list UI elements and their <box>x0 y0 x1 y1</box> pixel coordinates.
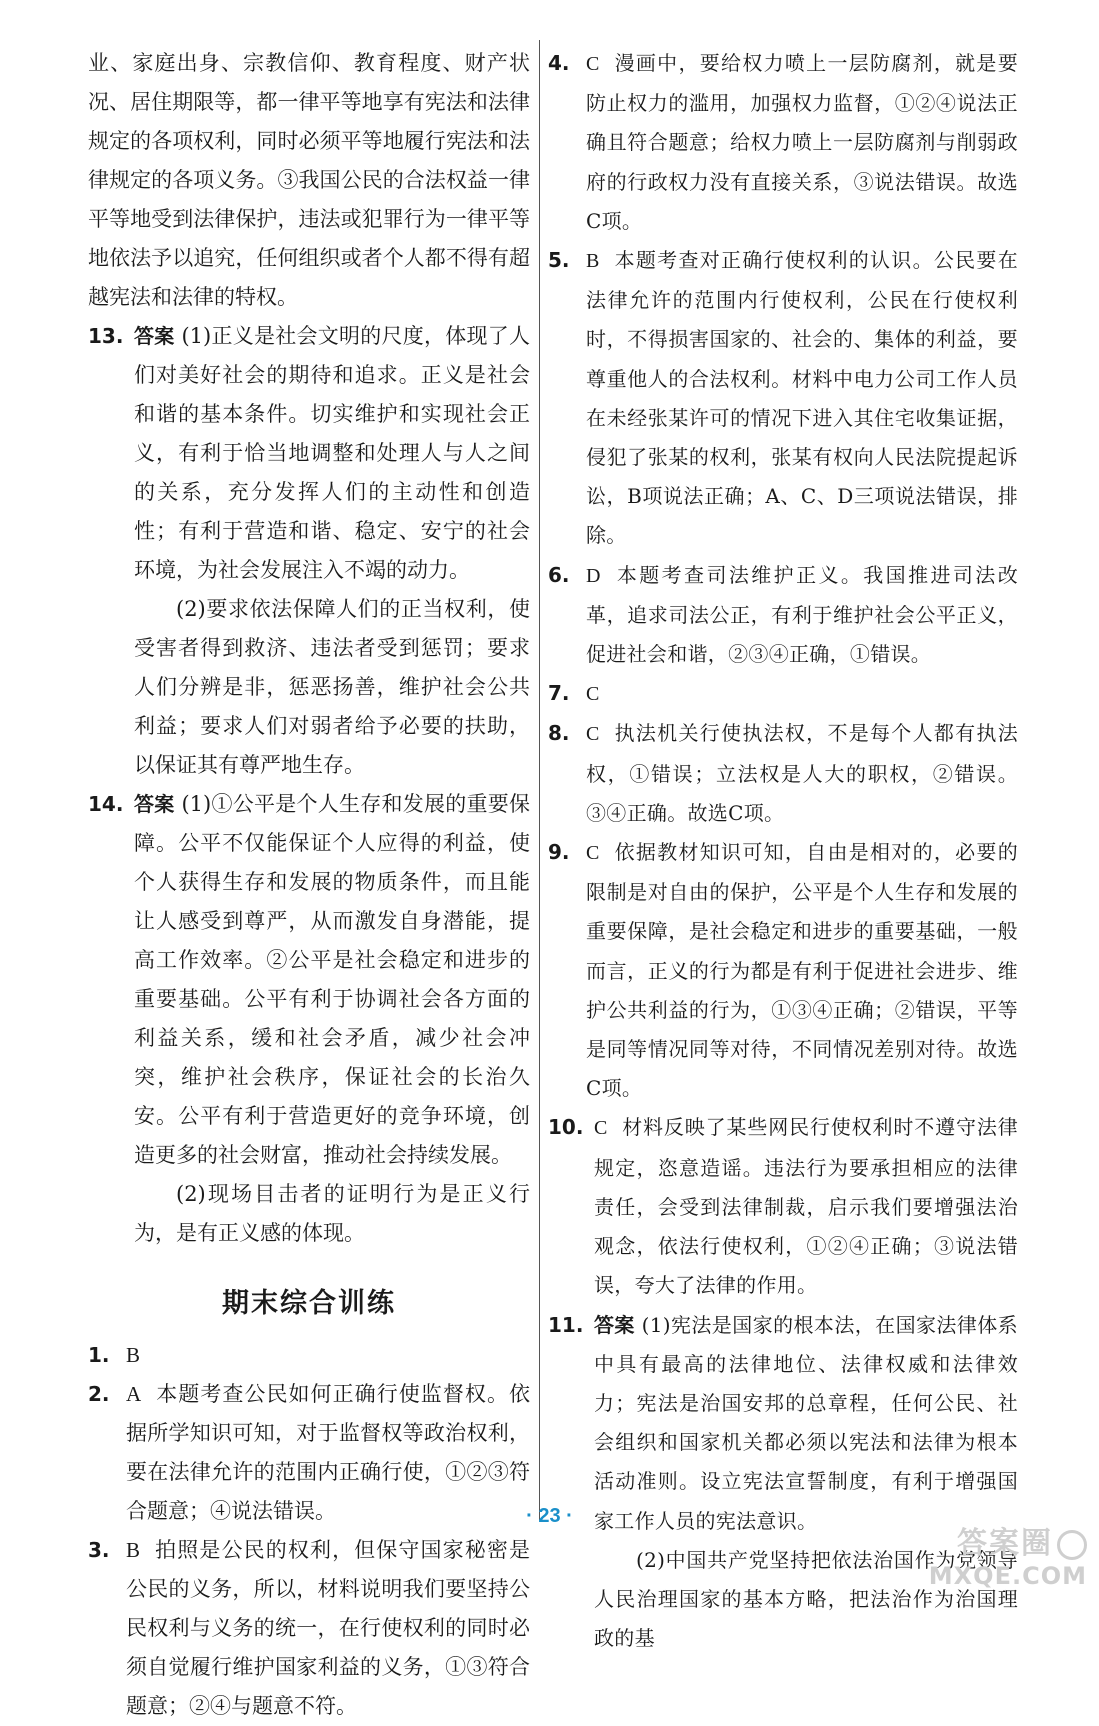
question-8 <box>548 714 1018 833</box>
explanation: 本题考查公民如何正确行使监督权。依据所学知识可知，对于监督权等政治权利，要在法律允许的范围内正确行使，①②③符合题意；④说法错误。 <box>126 1382 530 1523</box>
answer-letter: B <box>586 250 600 273</box>
answer-part-2: (2)现场目击者的证明行为是正义行为，是有正义感的体现。 <box>134 1182 530 1245</box>
question-7 <box>548 674 1018 714</box>
section-title: 期末综合训练 <box>222 1288 396 1319</box>
answer-part-2: (2)中国共产党坚持把依法治国作为党领导人民治理国家的基本方略，把法治作为治国理政的基 <box>594 1547 1018 1651</box>
question-number: 1. <box>88 1343 110 1367</box>
watermark-circle-icon <box>1057 1530 1087 1560</box>
question-number: 7. <box>548 681 570 706</box>
explanation: 本题考查司法维护正义。我国推进司法改革，追求司法公正，有利于维护社会公平正义，促进社会和谐，②③④正确，①错误。 <box>586 562 1018 667</box>
question-number: 9. <box>548 840 570 865</box>
answer-letter: C <box>594 1117 608 1140</box>
answer-letter: C <box>586 683 600 706</box>
question-number: 14. <box>88 792 124 816</box>
question-number: 5. <box>548 248 570 273</box>
watermark-text: 答案圈 <box>957 1526 1053 1561</box>
explanation: 拍照是公民的权利，但保守国家秘密是公民的义务，所以，材料说明我们要坚持公民权利与义务的统一，在行使权利的同时必须自觉履行维护国家利益的义务，①③符合题意；②④与题意不符。 <box>126 1538 530 1718</box>
question-3 <box>88 1531 530 1726</box>
answer-letter: B <box>126 1538 141 1562</box>
question-5 <box>548 241 1018 556</box>
explanation: 本题考查对正确行使权利的认识。公民要在法律允许的范围内行使权利，公民在行使权利时，不得损害国家的、社会的、集体的利益，要尊重他人的合法权利。材料中电力公司工作人员在未经张某许可的情况下进入其住宅收集证据，侵犯了张某的权利，张某有权向人民法院提起诉讼，B项说法正确；A、C、D三项说法错误，排除。 <box>586 248 1018 548</box>
question-number: 6. <box>548 562 570 587</box>
explanation: 执法机关行使执法权，不是每个人都有执法权，①错误；立法权是人大的职权，②错误。③④正确。故选C项。 <box>586 721 1018 825</box>
explanation: 依据教材知识可知，自由是相对的，必要的限制是对自由的保护，公平是个人生存和发展的重要保障，是社会稳定和进步的重要基础，一般而言，正义的行为都是有利于促进社会进步、维护公共利益的行为，①③④正确；②错误，平等是同等情况同等对待，不同情况差别对待。故选C项。 <box>586 840 1018 1101</box>
question-4 <box>548 44 1018 241</box>
question-number: 2. <box>88 1382 110 1406</box>
answer-label: 答案 <box>134 324 175 348</box>
explanation: 漫画中，要给权力喷上一层防腐剂，就是要防止权力的滥用，加强权力监督，①②④说法正确且符合题意；给权力喷上一层防腐剂与削弱政府的行政权力没有直接关系，③说法错误。故选C项。 <box>586 51 1018 233</box>
explanation: 材料反映了某些网民行使权利时不遵守法律规定，恣意造谣。违法行为要承担相应的法律责任，会受到法律制裁，启示我们要增强法治观念，依法行使权利，①②④正确；③说法错误，夸大了法律的作用。 <box>594 1115 1018 1298</box>
question-14 <box>88 785 530 1253</box>
question-10 <box>548 1108 1018 1305</box>
question-number: 13. <box>88 324 124 348</box>
watermark <box>917 1518 1087 1590</box>
answer-letter: B <box>126 1343 141 1367</box>
question-9 <box>548 833 1018 1108</box>
answer-letter: D <box>586 564 601 587</box>
question-6 <box>548 556 1018 675</box>
left-column <box>88 44 530 1726</box>
watermark-url: MXQE.COM <box>928 1562 1087 1590</box>
answer-label: 答案 <box>134 792 175 816</box>
question-number: 10. <box>548 1115 584 1140</box>
question-13 <box>88 317 530 785</box>
answer-part-1: (1)正义是社会文明的尺度，体现了人们对美好社会的期待和追求。正义是社会和谐的基本条件。切实维护和实现社会正义，有利于恰当地调整和处理人与人之间的关系，充分发挥人们的主动性和创造性；有利于营造和谐、稳定、安宁的社会环境，为社会发展注入不竭的动力。 <box>134 324 531 582</box>
question-11 <box>548 1306 1018 1659</box>
question-number: 8. <box>548 721 570 746</box>
question-1 <box>88 1336 530 1375</box>
answer-letter: C <box>586 53 600 75</box>
column-divider <box>539 40 540 1520</box>
right-column <box>548 44 1018 1658</box>
answer-label: 答案 <box>594 1312 635 1337</box>
answer-part-1: (1)宪法是国家的根本法，在国家法律体系中具有最高的法律地位、法律权威和法律效力；宪法是治国安邦的总章程，任何公民、社会组织和国家机关都必须以宪法和法律为根本活动准则。设立宪法宣誓制度，有利于增强国家工作人员的宪法意识。 <box>594 1312 1018 1533</box>
answer-letter: C <box>586 842 600 865</box>
answer-letter: A <box>126 1382 142 1406</box>
answer-part-2: (2)要求依法保障人们的正当权利，使受害者得到救济、违法者受到惩罚；要求人们分辨是非，惩恶扬善，维护社会公共利益；要求人们对弱者给予必要的扶助，以保证其有尊严地生存。 <box>134 597 530 777</box>
page-number: · 23 · <box>526 1505 573 1527</box>
question-number: 4. <box>548 51 570 75</box>
answer-letter: C <box>586 723 600 746</box>
question-number: 3. <box>88 1538 110 1562</box>
question-number: 11. <box>548 1312 584 1337</box>
continued-paragraph: 业、家庭出身、宗教信仰、教育程度、财产状况、居住期限等，都一律平等地享有宪法和法律规定的各项权利，同时必须平等地履行宪法和法律规定的各项义务。③我国公民的合法权益一律平等地受到法律保护，违法或犯罪行为一律平等地依法予以追究，任何组织或者个人都不得有超越宪法和法律的特权。 <box>88 51 530 309</box>
answer-part-1: (1)①公平是个人生存和发展的重要保障。公平不仅能保证个人应得的利益，使个人获得生存和发展的物质条件，而且能让人感受到尊严，从而激发自身潜能，提高工作效率。②公平是社会稳定和进步的重要基础。公平有利于协调社会各方面的利益关系，缓和社会矛盾，减少社会冲突，维护社会秩序，保证社会的长治久安。公平有利于营造更好的竞争环境，创造更多的社会财富，推动社会持续发展。 <box>134 792 531 1167</box>
